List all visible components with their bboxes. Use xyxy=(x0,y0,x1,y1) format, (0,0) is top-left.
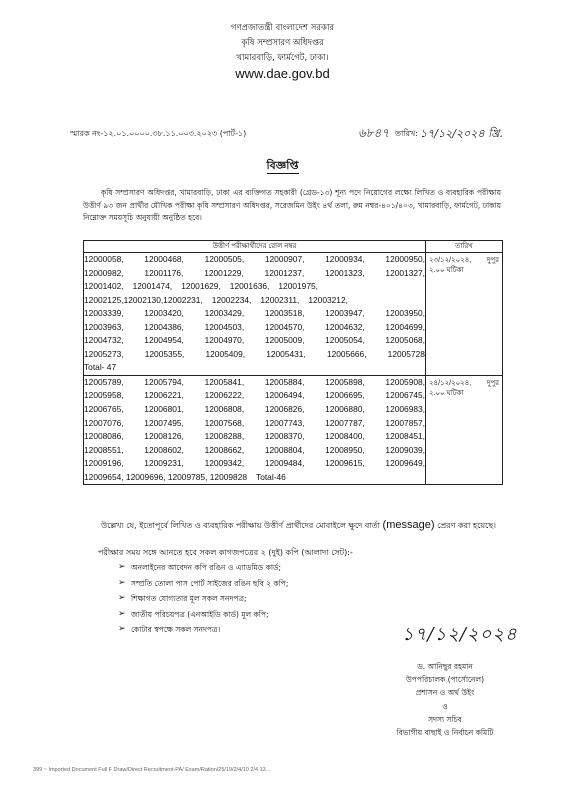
roll-number: 12004632, xyxy=(325,321,365,332)
roll-number: 12007857, xyxy=(385,417,425,428)
table-header-row xyxy=(84,241,503,253)
arrow-bullet-icon: ➢ xyxy=(118,562,126,572)
roll-line xyxy=(84,294,425,308)
exam-date: ২৩/১২/২০২৪, xyxy=(429,257,472,264)
roll-number: 12005908, xyxy=(385,376,425,387)
roll-line xyxy=(84,376,425,390)
roll-number: 12000982, xyxy=(84,267,124,278)
roll-line xyxy=(84,307,425,321)
roll-number: 12005273, xyxy=(84,348,124,359)
roll-number: 12009231, xyxy=(144,458,184,469)
roll-line xyxy=(84,348,425,362)
roll-number: 12001237, xyxy=(264,267,305,278)
signatory-name: ড. আনিছুর রহমান xyxy=(417,662,473,671)
roll-number: 12009196, xyxy=(84,458,124,469)
roll-number: 12005431, xyxy=(266,348,306,359)
roll-number: 12008551, xyxy=(84,444,124,455)
roll-number: 12008662, xyxy=(204,444,245,455)
exam-date: ২৪/১২/২০২৪, xyxy=(429,379,472,387)
arrow-bullet-icon: ➢ xyxy=(118,593,126,603)
roll-number: 12004954, xyxy=(144,335,184,346)
roll-number: 12005794, xyxy=(144,376,184,387)
roll-number: 12005355, xyxy=(144,348,185,359)
roll-number: 12002311, xyxy=(260,294,300,305)
roll-number: 12001474, xyxy=(132,281,173,292)
roll-number: 12001402, xyxy=(84,281,124,292)
roll-number: 12000907, xyxy=(264,254,305,264)
signature-block xyxy=(370,660,520,739)
roll-number: 12001629, xyxy=(181,281,221,292)
roll-number: 12003950, xyxy=(385,308,425,319)
roll-number: 12005068, xyxy=(385,335,425,346)
roll-header: উত্তীর্ণ পরীক্ষার্থীদের রোল নম্বর xyxy=(84,241,426,253)
roll-cell xyxy=(84,253,426,376)
roll-number: 12008288, xyxy=(204,431,245,442)
roll-line xyxy=(84,389,425,403)
table-row xyxy=(84,253,503,376)
roll-line xyxy=(84,334,425,348)
list-item: ➢ শিক্ষাগত যোগ্যতার মূল সকল সনদপত্র; xyxy=(118,591,288,607)
signatory-designation: উপপরিচালক (পার্সোনেল) xyxy=(405,675,485,685)
signatory-wing: প্রশাসন ও অর্থ উইং xyxy=(415,688,475,698)
roll-number: 12007568, xyxy=(204,417,245,428)
header-department: কৃষি সম্প্রসারণ অধিদপ্তর xyxy=(241,38,324,48)
roll-number: 12006880, xyxy=(325,404,365,415)
roll-number: 12008602, xyxy=(144,444,184,455)
roll-number: 12001176, xyxy=(144,267,184,278)
roll-number: 12000468, xyxy=(144,254,184,264)
roll-number: 12004503, xyxy=(204,321,245,332)
documents-list xyxy=(118,560,288,638)
roll-number: 12001323, xyxy=(325,267,365,278)
roll-number: 12007743, xyxy=(264,417,305,428)
roll-number: 12005884, xyxy=(264,376,305,387)
exam-time: ২.০০ ঘটিকা xyxy=(429,389,464,397)
roll-number: 12003212, xyxy=(308,294,348,305)
roll-number: 12008400, xyxy=(325,431,365,442)
list-item: ➢ অনলাইনের আবেদন কপি রঙিন ও এ্যাডমিড কার্ড; xyxy=(118,560,288,576)
table-row xyxy=(84,375,503,484)
roll-number: 12008086, xyxy=(84,431,124,442)
list-item: ➢ জাতীয় পরিচয়পত্র (এনআইডি কার্ড) মূল কপি; xyxy=(118,607,288,623)
notice-title: বিজ্ঞপ্তি xyxy=(266,159,299,172)
roll-line xyxy=(84,430,425,444)
roll-number: 12006221, xyxy=(144,390,184,401)
roll-number: Total-46 xyxy=(256,471,286,482)
signatory-role: সদস্য সচিব xyxy=(428,714,462,724)
roll-line xyxy=(84,444,425,458)
roll-number: 12003963, xyxy=(84,321,124,332)
roll-number: 12006745, xyxy=(385,390,425,401)
roll-number: 12006765, xyxy=(84,404,124,415)
roll-number: 12004699, xyxy=(385,321,425,332)
handwritten-signature: ১৭/১২/২০২৪ xyxy=(402,624,518,645)
list-item: ➢ সম্প্রতি তোলা পাস পোর্ট সাইজের রঙিন ছবি ২ কপি; xyxy=(118,576,288,592)
notice-body: কৃষি সম্প্রসারণ অধিদপ্তর, খামারবাড়ি, ঢাকা এর ব্যক্তিগত সহকারী (গ্রেড-১৩) শূন্য পদে নিয়োগের লক্ষ্যে লিখিত ও ব্যবহারিক পরীক্ষায় উত্তীর্ণ ৯৩ জন প্রার্থীর মৌখিক পরীক্ষা কৃষি সম্প্রসারণ অধিদপ্তর, সরেজমিন উইং ৪র্থ তলা, রুম নম্বর-৪০১/৪০৩, খামারবাড়ি, ফার্মগেট, ঢাকায় নিম্নোক্ত সময়সূচি অনুযায়ী অনুষ্ঠিত হবে। xyxy=(83,188,501,222)
roll-number: 12002234, xyxy=(211,294,252,305)
roll-line xyxy=(84,471,425,485)
roll-number: 12006695, xyxy=(325,390,365,401)
roll-number: 12001636, xyxy=(229,281,270,292)
roll-number: 12001975, xyxy=(278,281,318,292)
header-govt: গণপ্রজাতন্ত্রী বাংলাদেশ সরকার xyxy=(230,23,335,33)
roll-number: 12001229, xyxy=(204,267,244,278)
roll-number: 12004732, xyxy=(84,335,124,346)
roll-number: 12007495, xyxy=(144,417,184,428)
exam-session: দুপুর xyxy=(486,379,499,387)
roll-line xyxy=(84,321,425,335)
roll-number: 12005054, xyxy=(325,335,365,346)
roll-number: 12000950, xyxy=(385,254,425,264)
roll-number: 12004386, xyxy=(144,321,184,332)
date-cell xyxy=(426,253,503,376)
roll-number: 12009342, xyxy=(204,458,245,469)
header-website: www.dae.gov.bd xyxy=(235,66,330,81)
roll-number: 12005841, xyxy=(204,376,245,387)
roll-number: 12000058, xyxy=(84,254,124,264)
roll-line xyxy=(84,267,425,281)
signatory-and: ও xyxy=(442,701,448,711)
arrow-bullet-icon: ➢ xyxy=(118,608,126,619)
roll-total: Total- 47 xyxy=(84,362,117,373)
roll-number: 12000505, xyxy=(204,254,245,264)
roll-table xyxy=(83,240,503,485)
date-cell xyxy=(426,375,503,484)
roll-number: 12003947, xyxy=(325,308,365,319)
file-path-footer: 399 ~ Imported Document Full F Draw/Direct Recruitment-PA/ Exam/Ration/25/19/2/4/10 2/4 13... xyxy=(33,767,271,773)
roll-number: 12006222, xyxy=(204,390,245,401)
header-address: খামারবাড়ি, ফার্মগেট, ঢাকা। xyxy=(236,53,329,63)
roll-number: 12006494, xyxy=(264,390,305,401)
date-label: তারিখ: xyxy=(395,129,418,138)
arrow-bullet-icon: ➢ xyxy=(118,624,126,634)
signatory-committee: বিভাগীয় বাছাই ও নির্বাচন কমিটি xyxy=(396,728,494,738)
roll-number: 12004970, xyxy=(204,335,245,346)
roll-number: 12005409, xyxy=(205,348,246,359)
sms-note: উল্লেখ্য যে, ইতোপূর্বে লিখিত ও ব্যবহারিক পরীক্ষায় উত্তীর্ণ প্রার্থীদের মোবাইলে ক্ষুদে বার্তা (message) প্রেরণ করা হয়েছে। xyxy=(101,519,496,531)
roll-number: 12004570, xyxy=(264,321,305,332)
roll-number: 12005666, xyxy=(326,348,367,359)
roll-number: 12008370, xyxy=(264,431,305,442)
memo-handwritten-number: ৬৮৪৭ xyxy=(358,126,390,140)
exam-session: দুপুর xyxy=(486,257,499,264)
roll-number: 12005789, xyxy=(84,376,124,387)
list-item: ➢ কোটার স্বপক্ষে সকল সনদপত্র। xyxy=(118,622,288,638)
roll-number: 12007076, xyxy=(84,417,124,428)
roll-number: 12002125,12002130,12002231, xyxy=(84,294,203,305)
roll-number: 12008804, xyxy=(264,444,305,455)
roll-number: 12005009, xyxy=(264,335,305,346)
roll-line xyxy=(84,253,425,267)
memo-number-label: স্মারক নং-১২.০১.০০০০.৩৮.১১.০০৩.২০২৩ (পার্ট-১) xyxy=(70,129,247,138)
roll-number: 12005728 xyxy=(387,348,425,359)
roll-number: 12009649, xyxy=(385,458,425,469)
roll-cell xyxy=(84,375,426,484)
roll-number: 12003339, xyxy=(84,308,124,319)
documents-title: পরীক্ষার সময় সঙ্গে আনতে হবে সকল কাগজপত্রের ২ (দুই) কপি (আলাদা সেট):- xyxy=(98,548,353,557)
roll-number: 12006983, xyxy=(385,404,425,415)
roll-line xyxy=(84,457,425,471)
date-value: ১৭/১২/২০২৪ খ্রি. xyxy=(420,127,503,140)
arrow-bullet-icon: ➢ xyxy=(118,577,126,588)
roll-number: 12000934, xyxy=(325,254,365,264)
roll-number: 12003518, xyxy=(264,308,305,319)
roll-number: 12003420, xyxy=(144,308,184,319)
roll-number: 12007787, xyxy=(325,417,365,428)
roll-number: 12006801, xyxy=(144,404,184,415)
roll-number: 12008126, xyxy=(144,431,184,442)
roll-number: 12006826, xyxy=(264,404,305,415)
roll-number: 12009654, 12009696, 12009785, 12009828 xyxy=(84,471,248,482)
roll-number: 12003429, xyxy=(204,308,245,319)
roll-line xyxy=(84,417,425,431)
roll-line xyxy=(84,280,425,294)
roll-number: 12009615, xyxy=(325,458,365,469)
roll-number: 12005958, xyxy=(84,390,124,401)
exam-time: ২.০০ ঘটিকা xyxy=(429,267,464,274)
roll-number: 12009484, xyxy=(264,458,305,469)
roll-number: 12009039, xyxy=(385,444,425,455)
date-header: তারিখ xyxy=(426,241,503,253)
roll-number: 12008950, xyxy=(325,444,365,455)
roll-number: 12005898, xyxy=(325,376,365,387)
roll-number: 12006808, xyxy=(204,404,245,415)
roll-number: 12008451, xyxy=(385,431,425,442)
roll-number: 12001327, xyxy=(385,267,425,278)
roll-line xyxy=(84,403,425,417)
